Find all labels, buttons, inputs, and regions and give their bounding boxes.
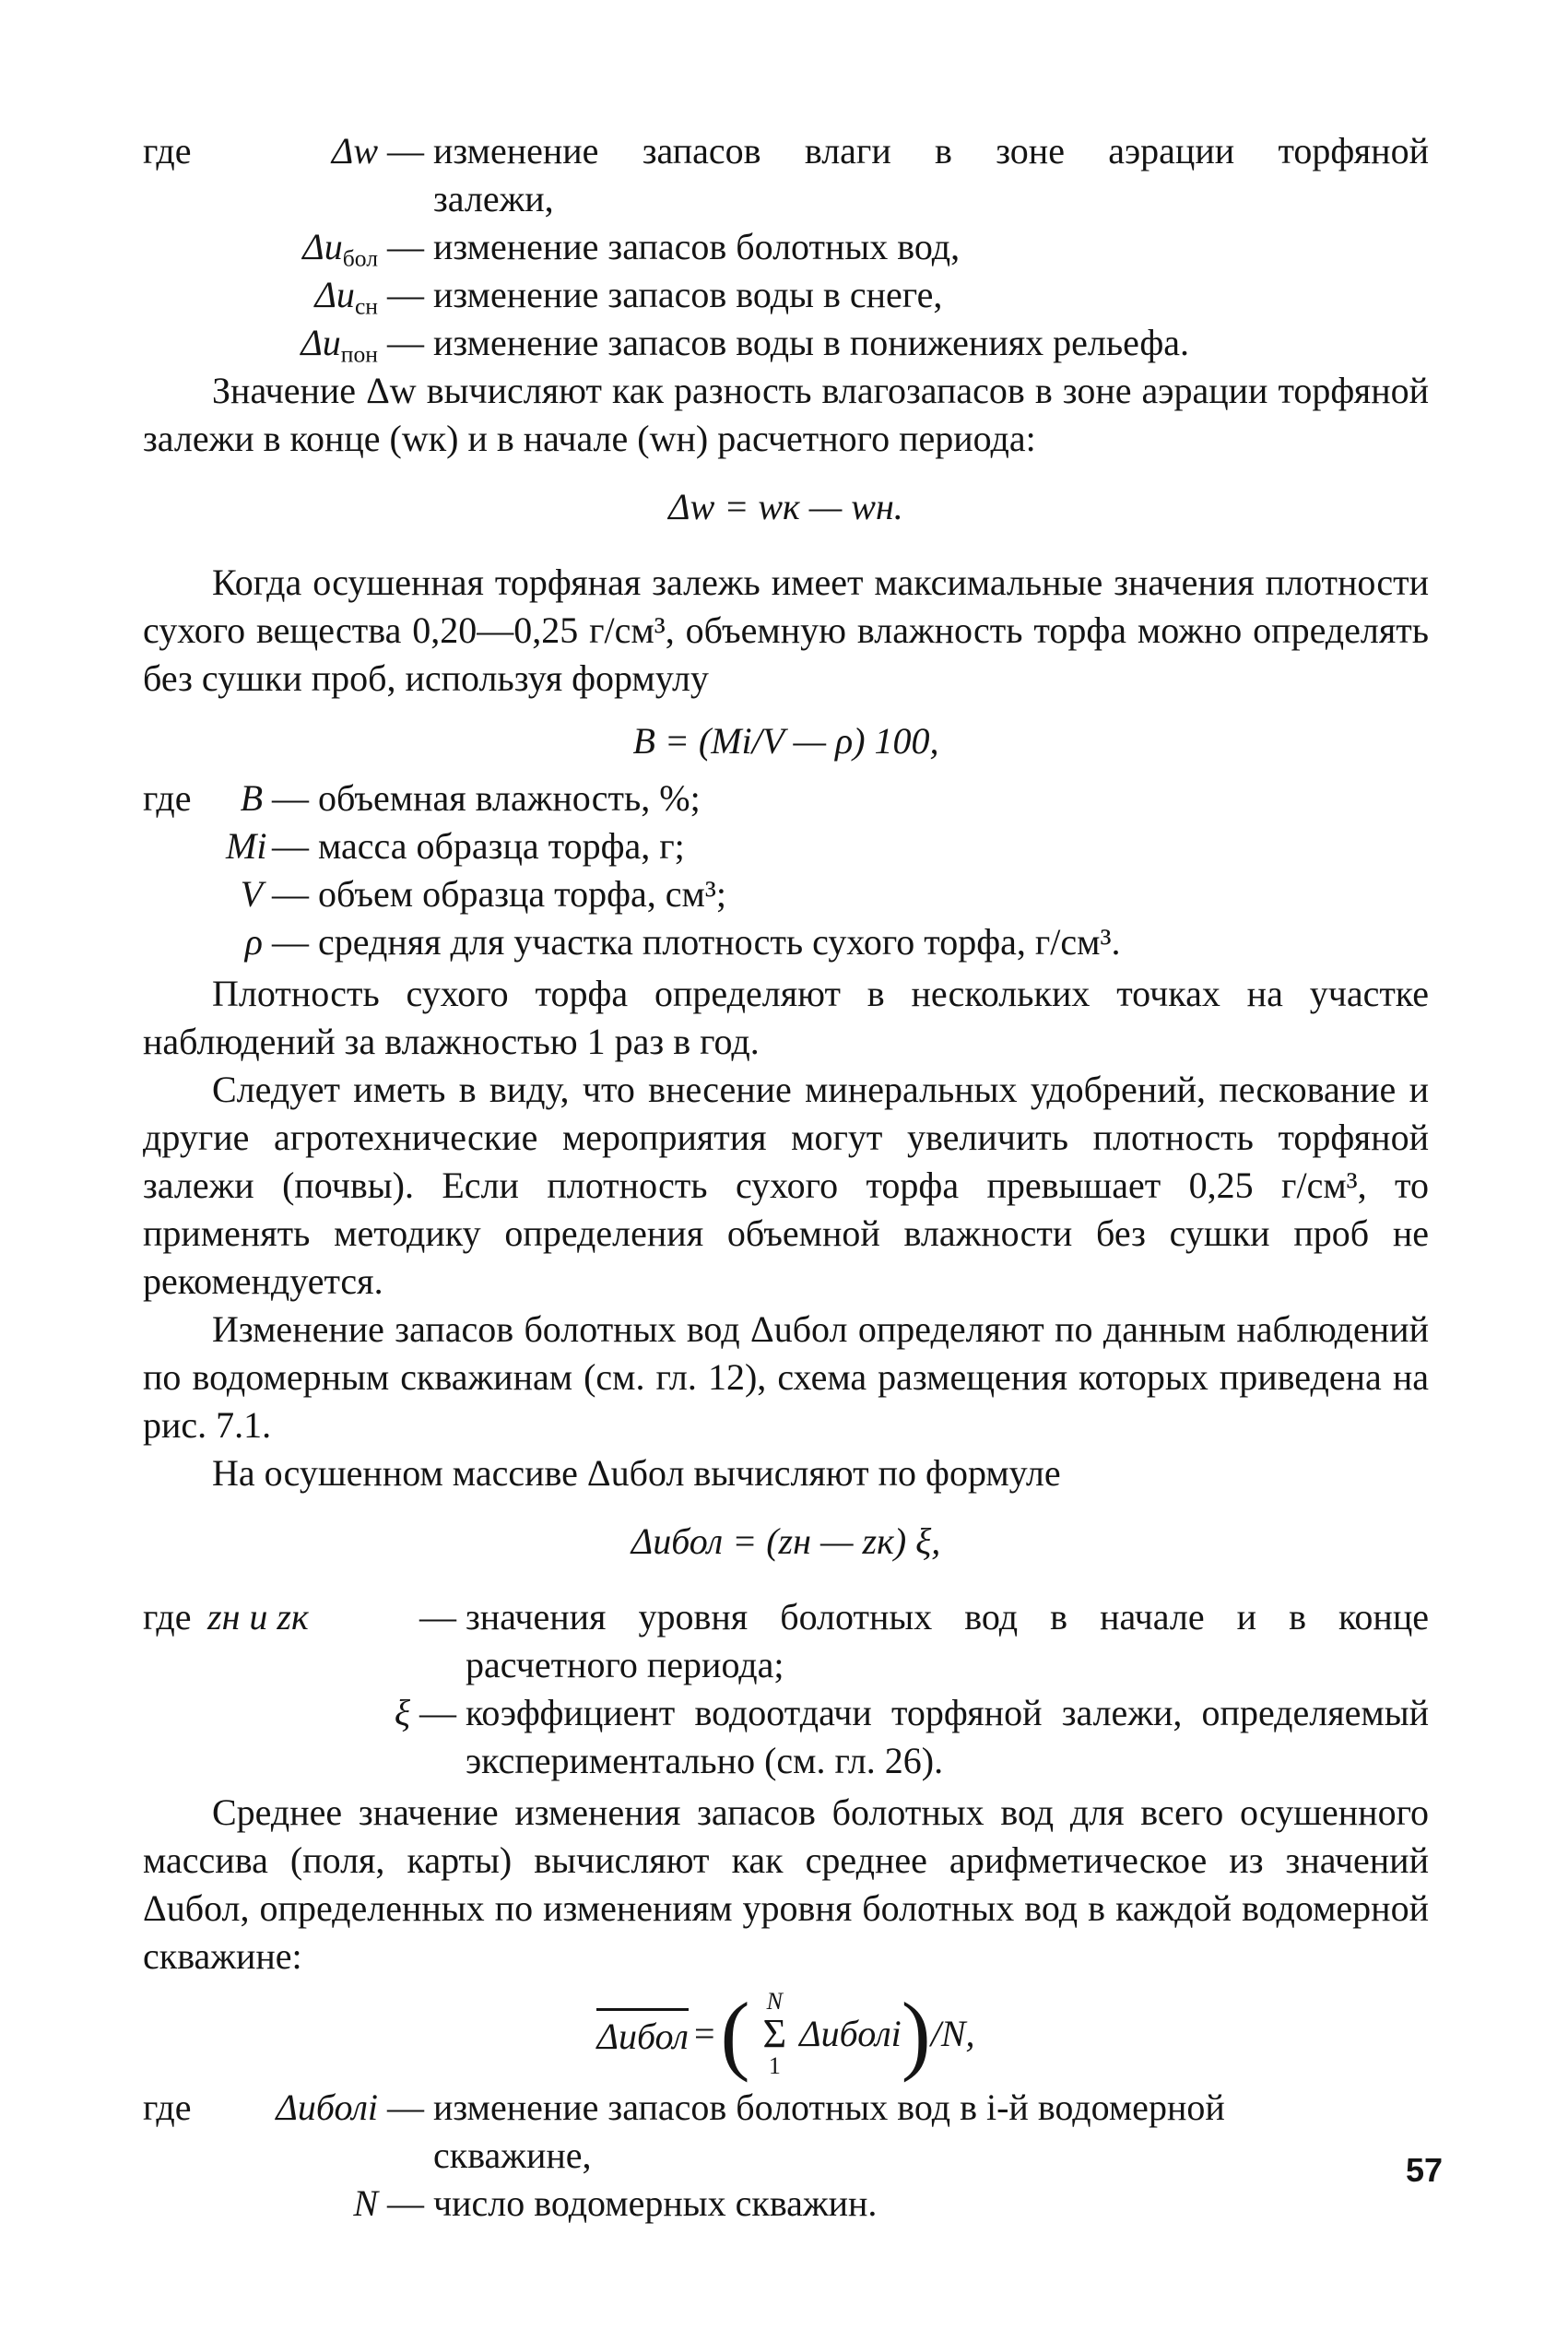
formula-delta-w: Δw = wк — wн. <box>668 486 903 527</box>
paragraph-3: Плотность сухого торфа определяют в нескольких точках на участке наблюдений за влажностью 1 раз в год. <box>143 973 1429 1062</box>
symbol-delta-u-bol: $\Delta u_{бол}$ <box>302 226 378 272</box>
paragraph-4: Следует иметь в виду, что внесение минеральных удобрений, пескование и другие агротехнические мероприятия могут увеличить плотность торфяной залежи (почвы). Если плотность сухого торфа превышает 0,25 г/см³, то применять методику определения объемной влажности без сушки проб не рекомендуется. <box>143 1069 1429 1302</box>
definition-text: изменение запасов болотных вод, <box>433 226 961 267</box>
definition-row: ρ — средняя для участка плотность сухого торфа, г/см³. <box>143 918 1429 966</box>
paragraph-5: Изменение запасов болотных вод Δuбол определяют по данным наблюдений по водомерным скважинам (см. гл. 12), схема размещения которых приведена на рис. 7.1. <box>143 1308 1429 1446</box>
definition-row: N — число водомерных скважин. <box>143 2180 1429 2228</box>
definition-text: объемная влажность, %; <box>318 777 701 819</box>
definition-text: объем образца торфа, см³; <box>318 873 726 915</box>
definitions-block-2 <box>143 774 1429 966</box>
symbol-xi: ξ <box>394 1692 410 1733</box>
paragraph-1: Значение Δw вычисляют как разность влагозапасов в зоне аэрации торфяной залежи в конце (wк) и в начале (wн) расчетного периода: <box>143 370 1429 459</box>
paragraph-6: На осушенном массиве Δuбол вычисляют по формуле <box>212 1452 1061 1494</box>
paragraph-2: Когда осушенная торфяная залежь имеет максимальные значения плотности сухого вещества 0,20—0,25 г/см³, объемную влажность торфа можно определять без сушки проб, используя формулу <box>143 562 1429 699</box>
formula-average-term: Δuболi <box>799 2013 902 2054</box>
symbol-Mi: Mi <box>226 825 267 867</box>
definition-text: изменение запасов воды в понижениях рельефа. <box>433 322 1189 363</box>
paragraph-7: Среднее значение изменения запасов болотных вод для всего осушенного массива (поля, карты) вычисляют как среднее арифметическое из значений Δuбол, определенных по изменениям уровня болотных вод в каждой водомерной скважине: <box>143 1791 1429 1977</box>
sum-symbol: N Σ 1 <box>762 1988 787 2079</box>
definition-row: $\Delta u_{пон}$ — изменение запасов воды в понижениях рельефа. <box>143 319 1429 367</box>
where-label: где <box>143 2087 192 2128</box>
page-number: 57 <box>1406 2151 1444 2189</box>
definition-row <box>143 127 1429 223</box>
symbol-delta-u-sn: $\Delta u_{сн}$ <box>314 274 378 320</box>
formula-delta-u-bol: Δuбол = (zн — zк) ξ, <box>631 1520 941 1562</box>
symbol-V: V <box>240 873 263 915</box>
where-label: где <box>143 1596 192 1637</box>
symbol-delta-u-bol-i: Δuболi <box>276 2087 378 2128</box>
definitions-block-4 <box>143 2084 1429 2228</box>
definition-row: где Δuболi — изменение запасов болотных вод в i-й водомерной скважине, <box>143 2084 1429 2180</box>
definition-text: масса образца торфа, г; <box>318 825 685 867</box>
formula-average-tail: /N, <box>930 2013 975 2054</box>
symbol-delta-u-pon: $\Delta u_{пон}$ <box>301 322 378 368</box>
definitions-block-3 <box>143 1593 1429 1785</box>
formula-average-lhs: Δuбол <box>596 2008 689 2061</box>
definition-row: Mi — масса образца торфа, г; <box>143 822 1429 870</box>
definition-row: где B — объемная влажность, %; <box>143 774 1429 822</box>
where-label: где <box>143 777 192 819</box>
definition-text: изменение запасов воды в снеге, <box>433 274 943 315</box>
definition-text: число водомерных скважин. <box>433 2182 878 2224</box>
symbol-B: B <box>240 777 263 819</box>
definition-text: значения уровня болотных вод в начале и в конце расчетного периода; <box>466 1596 1429 1685</box>
definition-text: средняя для участка плотность сухого торфа, г/см³. <box>318 921 1121 963</box>
definition-text: изменение запасов болотных вод в i-й водомерной скважине, <box>433 2087 1225 2176</box>
definition-text: коэффициент водоотдачи торфяной залежи, определяемый экспериментально (см. гл. 26). <box>466 1692 1429 1781</box>
symbol-delta-w: Δw <box>331 130 378 171</box>
symbol-rho: ρ <box>244 921 263 963</box>
definition-row: V — объем образца торфа, см³; <box>143 870 1429 918</box>
symbol-zn-zk: zн и zк <box>207 1596 309 1637</box>
formula-average: Δuбол = ( N Σ 1 Δuболi ) /N, <box>596 1984 975 2083</box>
definitions-block-1 <box>143 127 1429 367</box>
formula-moisture: B = (Mi/V — ρ) 100, <box>632 720 939 762</box>
definition-row: где zн и zк — значения уровня болотных вод в начале и в конце расчетного периода; <box>143 1593 1429 1689</box>
dash: — <box>378 130 433 171</box>
definition-row: ξ — коэффициент водоотдачи торфяной залежи, определяемый экспериментально (см. гл. 26). <box>143 1689 1429 1785</box>
definition-row: $\Delta u_{сн}$ — изменение запасов воды в снеге, <box>143 271 1429 319</box>
symbol-N: N <box>353 2182 378 2224</box>
definition-row: $\Delta u_{бол}$ — изменение запасов болотных вод, <box>143 223 1429 271</box>
page-body <box>143 127 1429 2228</box>
definition-text: изменение запасов влаги в зоне аэрации торфяной залежи, <box>433 130 1429 219</box>
where-label: где <box>143 130 192 171</box>
